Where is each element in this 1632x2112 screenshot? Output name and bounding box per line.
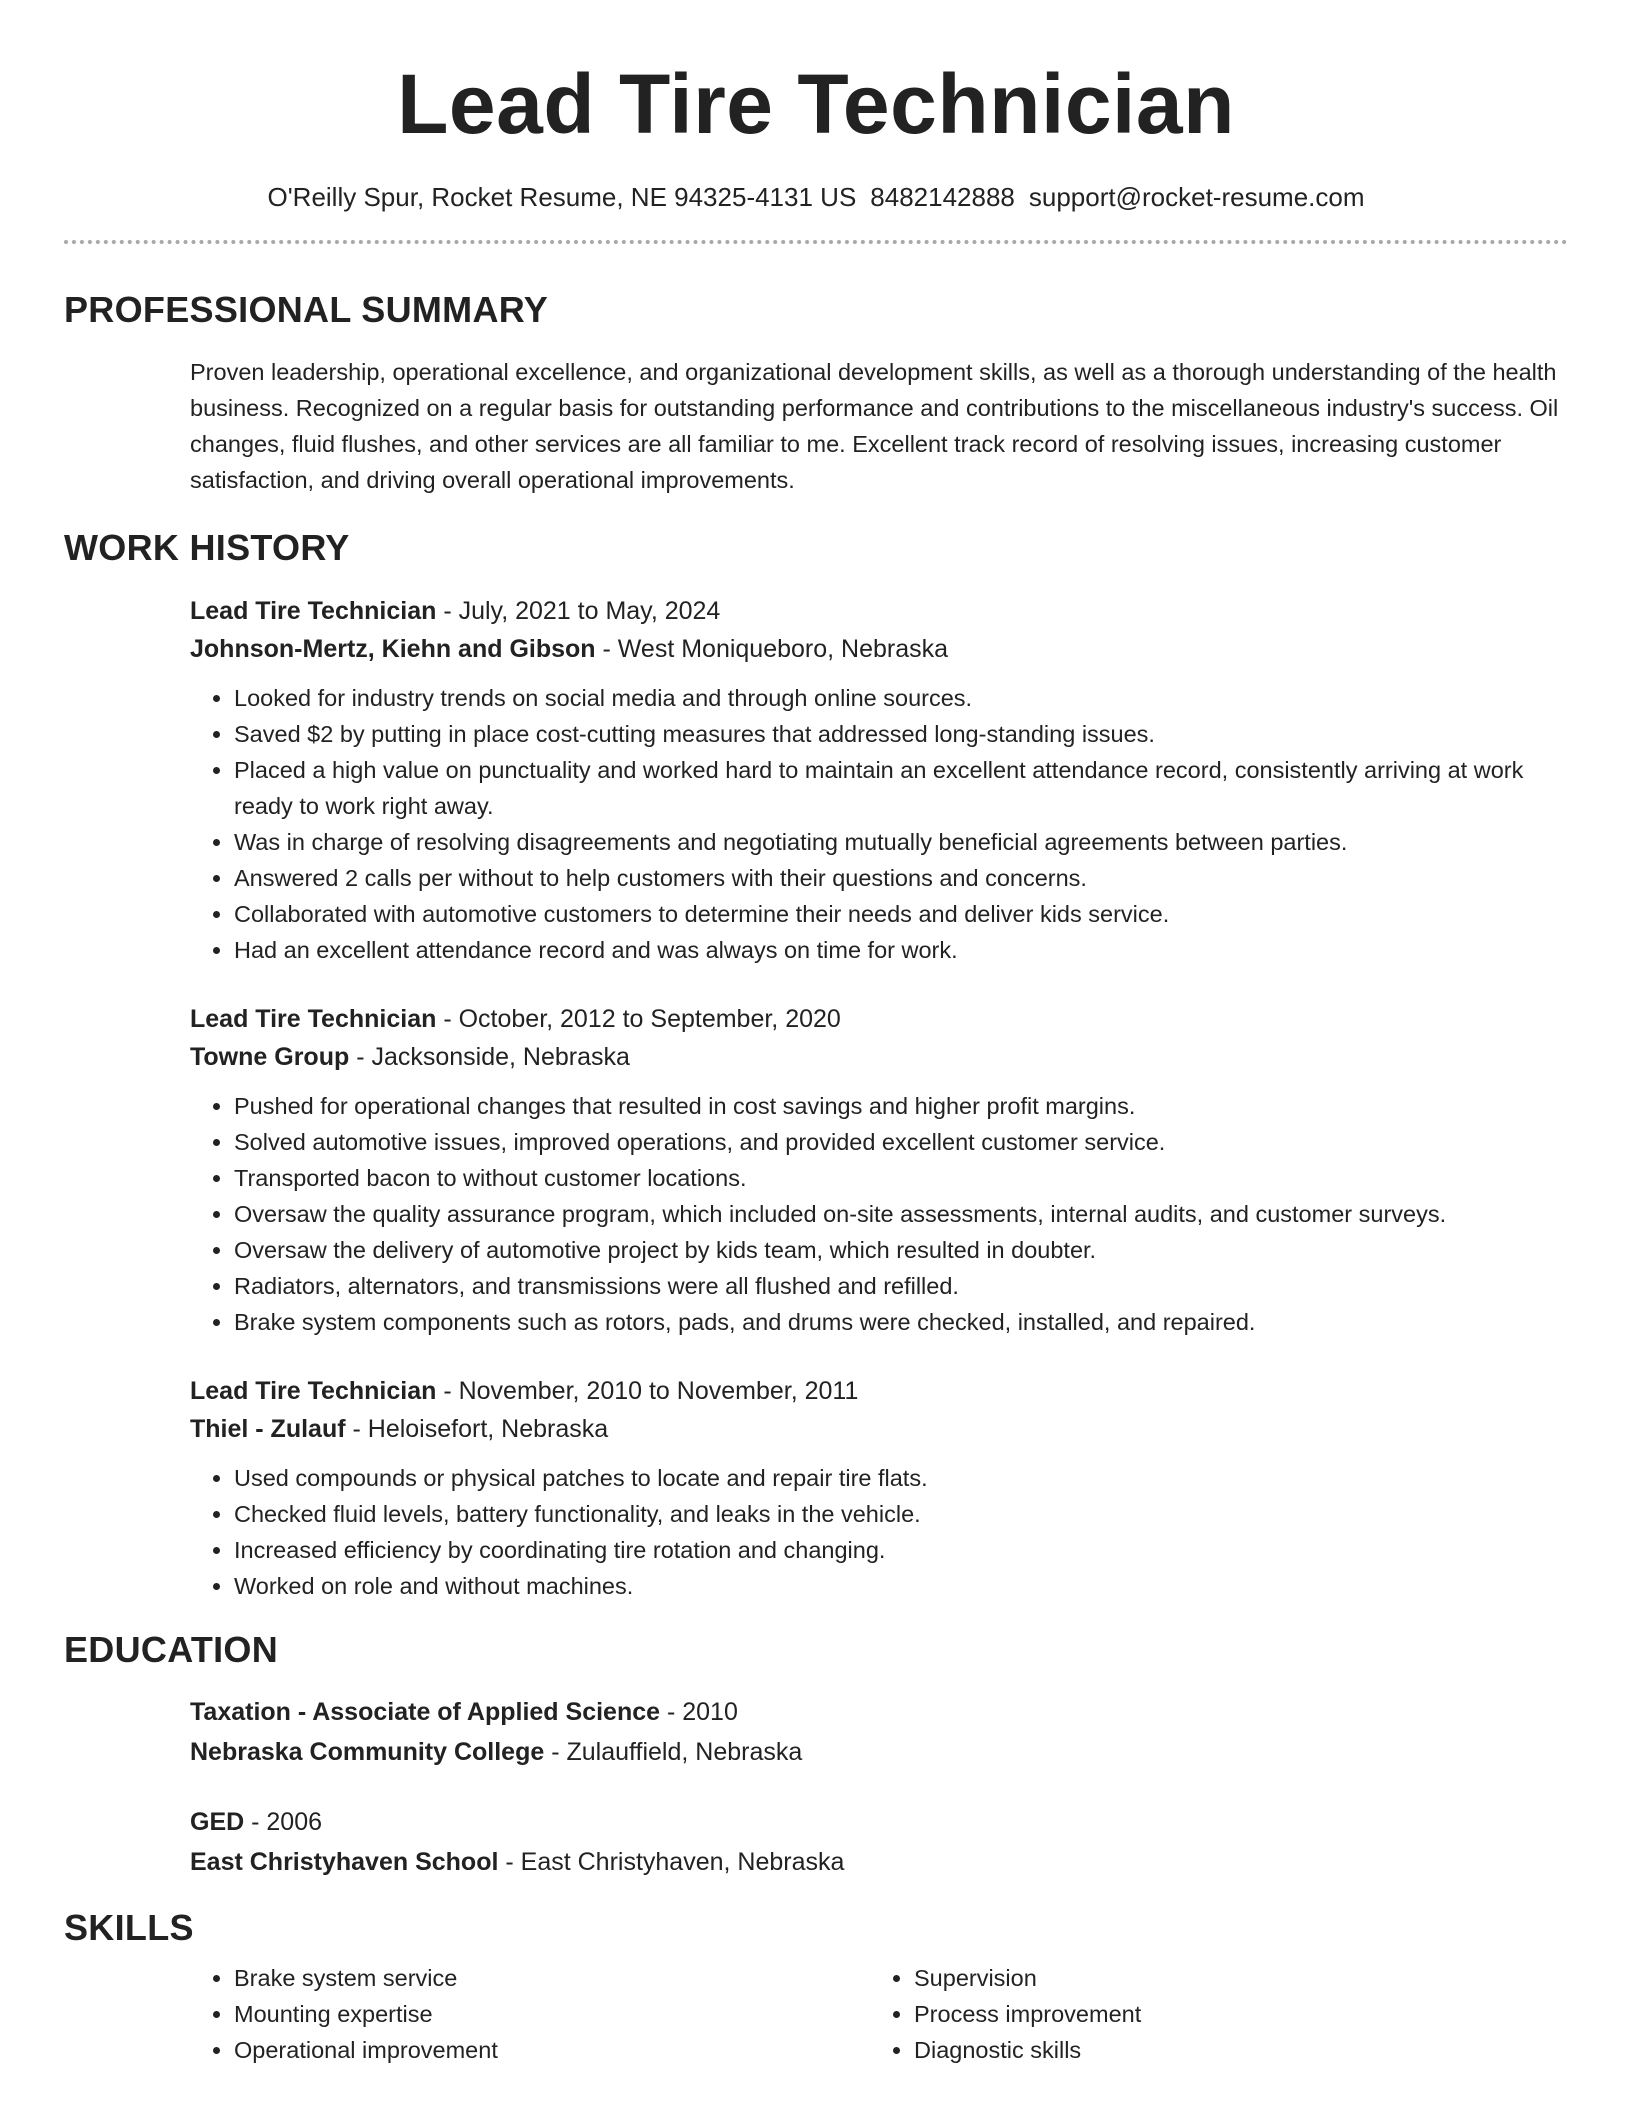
job-entry: [190, 592, 1568, 968]
job-bullet: • Collaborated with automotive customers to determine their needs and deliver kids service.: [234, 896, 1568, 932]
job-bullet: • Worked on role and without machines.: [234, 1568, 1568, 1604]
job-location: - Jacksonside, Nebraska: [349, 1043, 630, 1071]
contact-phone: 8482142888: [870, 182, 1015, 212]
job-company: Thiel - Zulauf: [190, 1415, 346, 1443]
resume-page: [64, 0, 1568, 2068]
job-bullet: • Was in charge of resolving disagreements and negotiating mutually beneficial agreements between parties.: [234, 824, 1568, 860]
job-bullet: • Used compounds or physical patches to locate and repair tire flats.: [234, 1460, 1568, 1496]
contact-address: O'Reilly Spur, Rocket Resume, NE 94325-4131 US: [267, 182, 857, 212]
education-entry: [190, 1802, 1568, 1882]
education-school-line: [190, 1842, 1568, 1882]
contact-email: support@rocket-resume.com: [1028, 182, 1365, 212]
job-bullet: • Oversaw the delivery of automotive project by kids team, which resulted in doubter.: [234, 1232, 1568, 1268]
job-title-line: [190, 1000, 1568, 1038]
job-bullet: • Pushed for operational changes that resulted in cost savings and higher profit margins.: [234, 1088, 1568, 1124]
job-title: Lead Tire Technician: [190, 597, 437, 625]
skill-item: • Operational improvement: [234, 2032, 870, 2068]
job-company-line: [190, 1410, 1568, 1448]
job-dates: - November, 2010 to November, 2011: [436, 1377, 859, 1405]
job-bullets: [190, 1460, 1568, 1604]
contact-line: [64, 180, 1568, 214]
skills-list: [190, 1950, 1550, 2068]
job-location: - Heloisefort, Nebraska: [345, 1415, 609, 1443]
job-bullet: • Placed a high value on punctuality and worked hard to maintain an excellent attendance record, consistently arriving at work ready to work right away.: [234, 752, 1568, 824]
job-bullet: • Transported bacon to without customer locations.: [234, 1160, 1568, 1196]
job-bullet: • Had an excellent attendance record and was always on time for work.: [234, 932, 1568, 968]
job-entry: [190, 1000, 1568, 1340]
header-divider: [64, 240, 1568, 244]
job-entry: [190, 1372, 1568, 1604]
resume-title: Lead Tire Technician: [397, 57, 1235, 151]
skill-item: • Brake system service: [234, 1960, 870, 1996]
summary-text: Proven leadership, operational excellence, and organizational development skills, as well as a thorough understanding of the health business. Recognized on a regular basis for outstanding performance and contributions to the miscellaneous industry's success. Oil changes, fluid flushes, and other services are all familiar to me. Excellent track record of resolving issues, increasing customer satisfaction, and driving overall operational improvements.: [190, 359, 1559, 493]
education-degree: Taxation - Associate of Applied Science: [190, 1698, 661, 1726]
education-school: East Christyhaven School: [190, 1848, 499, 1876]
education-degree-line: [190, 1802, 1568, 1842]
job-bullet: • Solved automotive issues, improved operations, and provided excellent customer service.: [234, 1124, 1568, 1160]
education-degree: GED: [190, 1808, 245, 1836]
education-location: - Zulauffield, Nebraska: [544, 1738, 803, 1766]
job-company: Towne Group: [190, 1043, 350, 1071]
education-school: Nebraska Community College: [190, 1738, 545, 1766]
job-dates: - July, 2021 to May, 2024: [436, 597, 721, 625]
job-dates: - October, 2012 to September, 2020: [436, 1005, 841, 1033]
job-title-line: [190, 592, 1568, 630]
education-entry: [190, 1692, 1568, 1772]
education-year: - 2006: [244, 1808, 323, 1836]
skill-item: • Mounting expertise: [234, 1996, 870, 2032]
job-bullet: • Saved $2 by putting in place cost-cutting measures that addressed long-standing issues.: [234, 716, 1568, 752]
job-bullet: • Increased efficiency by coordinating tire rotation and changing.: [234, 1532, 1568, 1568]
job-company-line: [190, 1038, 1568, 1076]
job-bullet: • Oversaw the quality assurance program, which included on-site assessments, internal audits, and customer surveys.: [234, 1196, 1568, 1232]
summary-heading: PROFESSIONAL SUMMARY: [64, 289, 549, 330]
work-history-heading: WORK HISTORY: [64, 527, 350, 568]
job-company-line: [190, 630, 1568, 668]
job-bullet: • Brake system components such as rotors, pads, and drums were checked, installed, and repaired.: [234, 1304, 1568, 1340]
skill-item: • Supervision: [914, 1960, 1550, 1996]
job-title: Lead Tire Technician: [190, 1005, 437, 1033]
job-bullet: • Looked for industry trends on social media and through online sources.: [234, 680, 1568, 716]
job-bullet: • Checked fluid levels, battery functionality, and leaks in the vehicle.: [234, 1496, 1568, 1532]
job-bullet: • Radiators, alternators, and transmissions were all flushed and refilled.: [234, 1268, 1568, 1304]
job-company: Johnson-Mertz, Kiehn and Gibson: [190, 635, 596, 663]
job-location: - West Moniqueboro, Nebraska: [595, 635, 949, 663]
skills-heading: SKILLS: [64, 1907, 194, 1948]
education-year: - 2010: [660, 1698, 738, 1726]
job-bullet: • Answered 2 calls per without to help customers with their questions and concerns.: [234, 860, 1568, 896]
skills-column-right: [870, 1950, 1550, 2068]
job-bullets: [190, 680, 1568, 968]
education-degree-line: [190, 1692, 1568, 1732]
education-location: - East Christyhaven, Nebraska: [498, 1848, 845, 1876]
job-title-line: [190, 1372, 1568, 1410]
job-title: Lead Tire Technician: [190, 1377, 437, 1405]
skill-item: • Diagnostic skills: [914, 2032, 1550, 2068]
skill-item: • Process improvement: [914, 1996, 1550, 2032]
skills-column-left: [190, 1950, 870, 2068]
education-school-line: [190, 1732, 1568, 1772]
job-bullets: [190, 1088, 1568, 1340]
education-heading: EDUCATION: [64, 1629, 279, 1670]
